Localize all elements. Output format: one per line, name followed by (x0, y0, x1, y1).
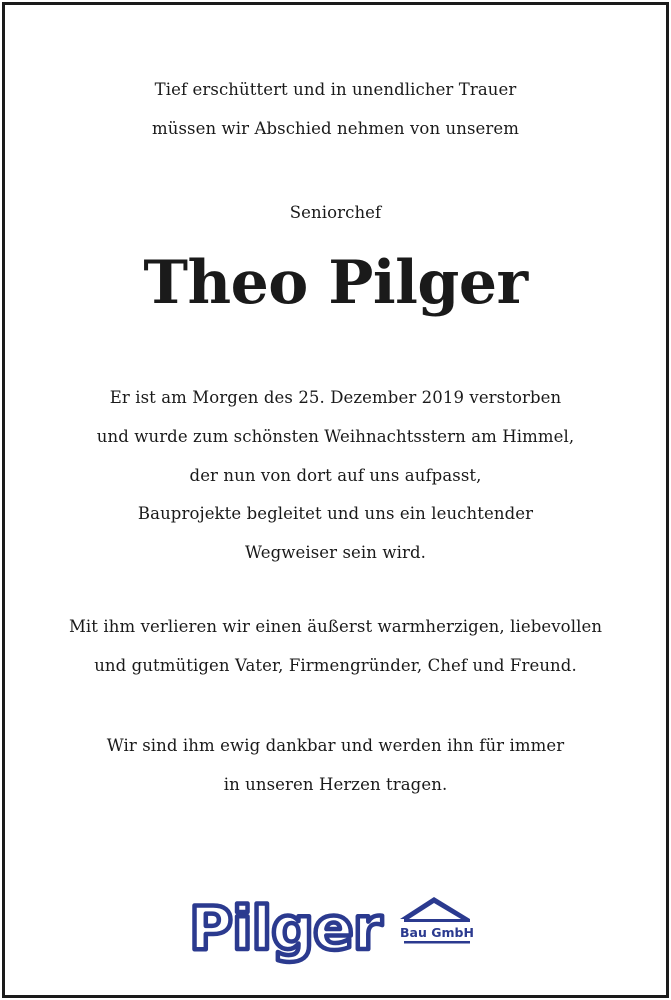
notice-frame (2, 2, 669, 998)
logo-underline (404, 941, 470, 944)
house-roof-icon (400, 897, 470, 922)
text-line: der nun von dort auf uns aufpasst, (189, 465, 482, 485)
obituary-paragraph-2 (5, 608, 666, 685)
text-line: Er ist am Morgen des 25. Dezember 2019 verstorben (109, 388, 562, 407)
text-line: Wegweiser sein wird. (245, 543, 426, 563)
text-line: Wir sind ihm ewig dankbar und werden ihn für immer (106, 736, 565, 755)
text-line: und gutmütigen Vater, Firmengründer, Chef und Freund. (94, 655, 577, 675)
text-line: Mit ihm verlieren wir einen äußerst warmherzigen, liebevollen (68, 617, 603, 636)
text-line: Bauprojekte begleitet und uns ein leuchtender (137, 504, 534, 524)
logo-suffix: Bau GmbH (400, 925, 474, 940)
role-label: Seniorchef (289, 203, 382, 222)
text-line: und wurde zum schönsten Weihnachtsstern am Himmel, (96, 426, 575, 446)
intro-line: müssen wir Abschied nehmen von unserem (151, 118, 520, 138)
obituary-paragraph-3 (5, 727, 666, 804)
text-line: in unseren Herzen tragen. (223, 774, 448, 794)
obituary-paragraph-1 (5, 379, 666, 573)
intro-line: Tief erschüttert und in unendlicher Trauer (154, 80, 517, 99)
company-logo (187, 885, 497, 965)
logo-wordmark: Pilger (189, 894, 382, 964)
deceased-name: Theo Pilger (143, 248, 528, 318)
intro-text (5, 71, 666, 148)
